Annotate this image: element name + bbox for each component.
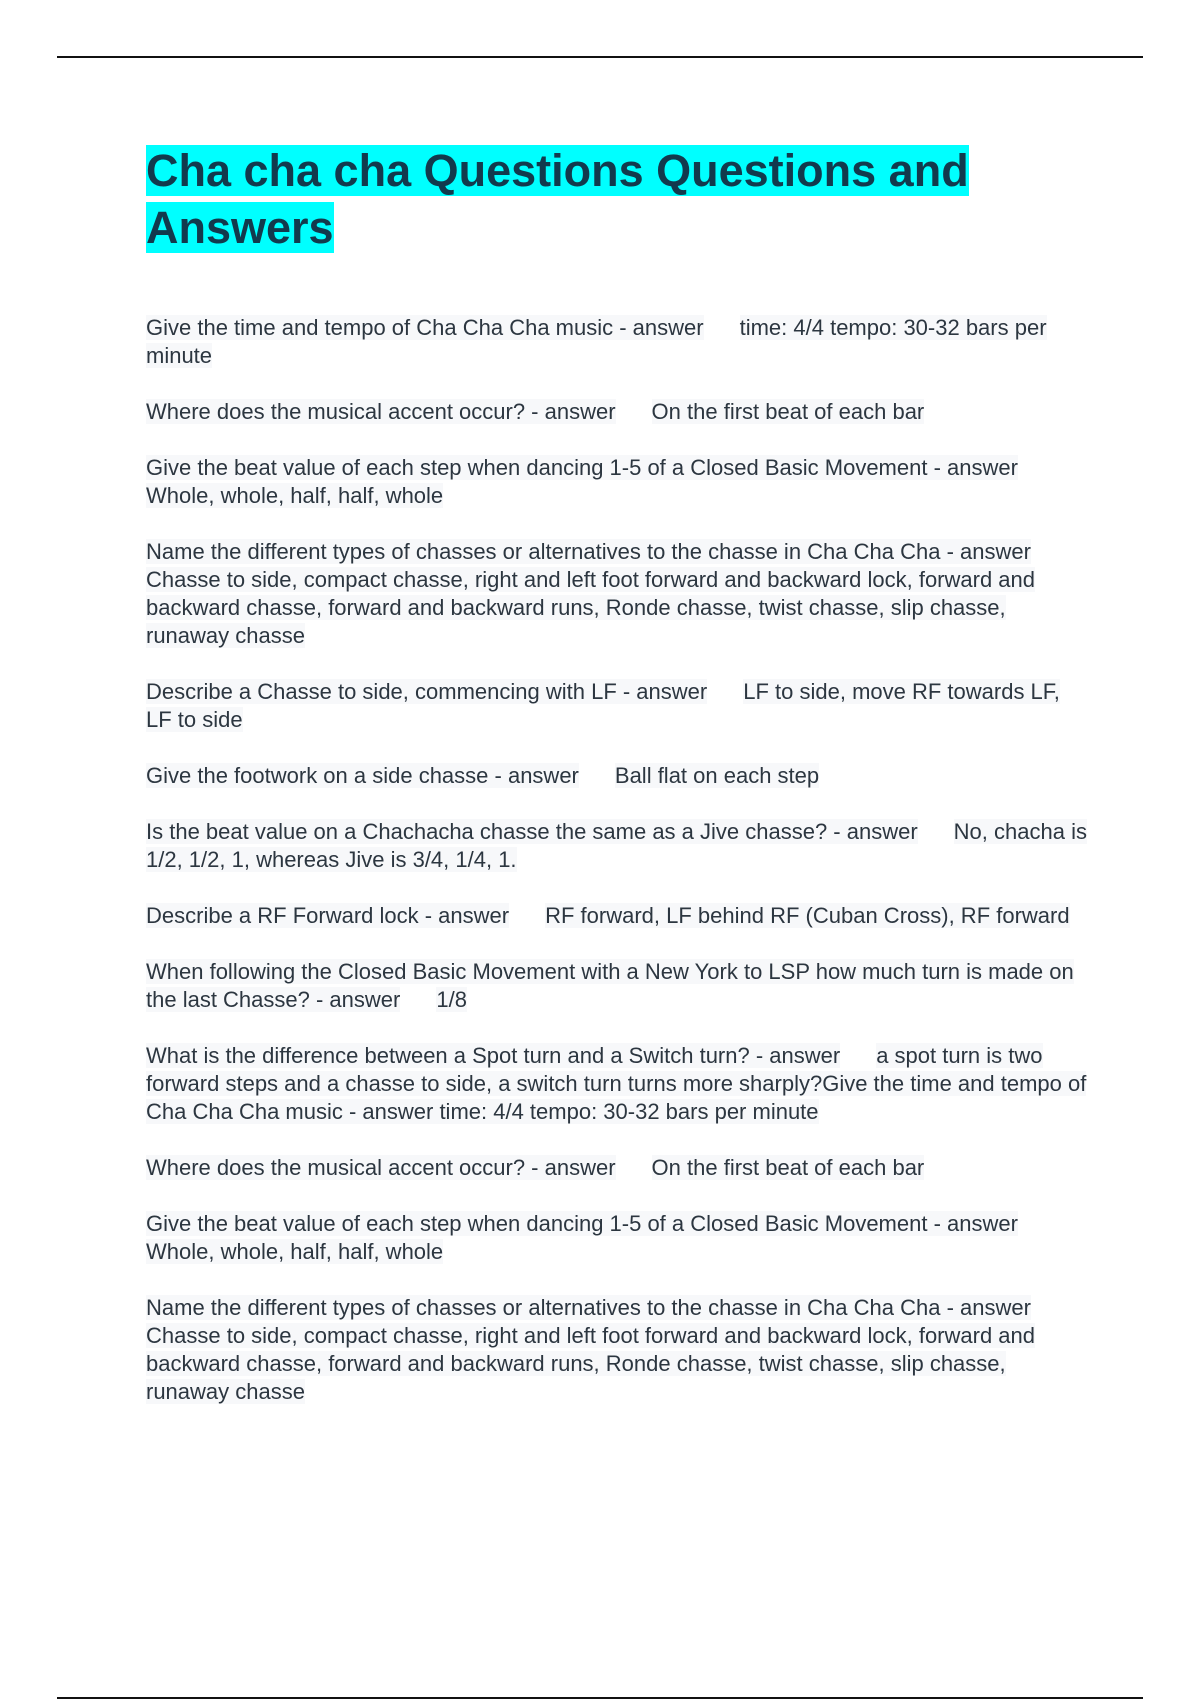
answer-text: On the first beat of each bar (651, 399, 925, 424)
answer-text: LF to side, move RF towards LF, LF to side (146, 679, 1060, 732)
question-text: Give the beat value of each step when dancing 1-5 of a Closed Basic Movement - answer (146, 1211, 1018, 1236)
question-text: Name the different types of chasses or alternatives to the chasse in Cha Cha Cha - answer (146, 539, 1031, 564)
question-text: Give the time and tempo of Cha Cha Cha music - answer (146, 315, 704, 340)
answer-text: No, chacha is 1/2, 1/2, 1, whereas Jive is 3/4, 1/4, 1. (146, 819, 1087, 872)
document-body (146, 142, 1090, 1434)
answer-text: a spot turn is two forward steps and a chasse to side, a switch turn turns more sharply?Give the time and tempo of Cha Cha Cha music - answer time: 4/4 tempo: 30-32 bars per minute (146, 1043, 1087, 1124)
qa-item-13 (146, 1294, 1090, 1406)
qa-item-11 (146, 1154, 1090, 1182)
qa-item-7 (146, 818, 1090, 874)
qa-item-10 (146, 1042, 1090, 1126)
question-text: What is the difference between a Spot turn and a Switch turn? - answer (146, 1043, 841, 1068)
question-text: Give the footwork on a side chasse - answer (146, 763, 579, 788)
answer-text: On the first beat of each bar (651, 1155, 925, 1180)
answer-text: Ball flat on each step (614, 763, 820, 788)
qa-item-8 (146, 902, 1090, 930)
page-title (146, 142, 1090, 256)
page-title-highlight: Cha cha cha Questions Questions and Answers (146, 145, 969, 253)
question-text: Describe a Chasse to side, commencing with LF - answer (146, 679, 708, 704)
question-text: Where does the musical accent occur? - answer (146, 1155, 616, 1180)
question-text: Name the different types of chasses or alternatives to the chasse in Cha Cha Cha - answer (146, 1295, 1031, 1320)
qa-item-6 (146, 762, 1090, 790)
question-text: Give the beat value of each step when dancing 1-5 of a Closed Basic Movement - answer (146, 455, 1018, 480)
qa-item-12 (146, 1210, 1090, 1266)
qa-item-9 (146, 958, 1090, 1014)
qa-item-4 (146, 538, 1090, 650)
answer-text: Whole, whole, half, half, whole (146, 1239, 444, 1264)
answer-text: Whole, whole, half, half, whole (146, 483, 444, 508)
answer-text: RF forward, LF behind RF (Cuban Cross), RF forward (545, 903, 1070, 928)
answer-text: time: 4/4 tempo: 30-32 bars per minute (146, 315, 1047, 368)
qa-item-2 (146, 398, 1090, 426)
answer-text: Chasse to side, compact chasse, right and left foot forward and backward lock, forward and backward chasse, forward and backward runs, Ronde chasse, twist chasse, slip chasse, runaway chasse (146, 567, 1036, 648)
qa-item-1 (146, 314, 1090, 370)
header-rule (57, 56, 1143, 58)
footer-rule (57, 1697, 1143, 1699)
answer-text: 1/8 (436, 987, 467, 1012)
qa-item-3 (146, 454, 1090, 510)
answer-text: Chasse to side, compact chasse, right and left foot forward and backward lock, forward and backward chasse, forward and backward runs, Ronde chasse, twist chasse, slip chasse, runaway chasse (146, 1323, 1036, 1404)
question-text: Describe a RF Forward lock - answer (146, 903, 510, 928)
qa-item-5 (146, 678, 1090, 734)
question-text: Where does the musical accent occur? - answer (146, 399, 616, 424)
question-text: Is the beat value on a Chachacha chasse the same as a Jive chasse? - answer (146, 819, 918, 844)
question-text: When following the Closed Basic Movement with a New York to LSP how much turn is made on the last Chasse? - answer (146, 959, 1074, 1012)
